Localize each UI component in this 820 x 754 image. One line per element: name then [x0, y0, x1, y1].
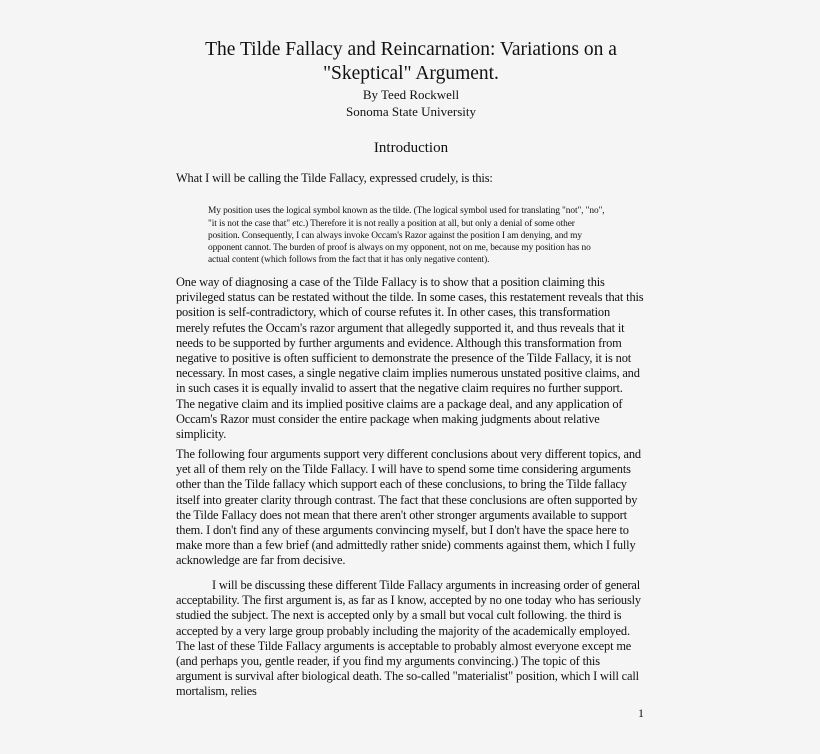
paragraph-3-text: I will be discussing these different Tilde Fallacy arguments in increasing order of general acceptability. The first argument is, as far as I know, accepted by no one today who has seriously studied the subject. The next is accepted only by a small but vocal cult following. the third is accepted by a very large group probably including the majority of the academically employed. The last of these Tilde Fallacy arguments is acceptable to probably almost everyone except me (and perhaps you, gentle reader, if you find my arguments convincing.) The topic of this argument is survival after biological death. The so-called "materialist" position, which I will call mortalism, relies [176, 578, 641, 699]
block-quote: My position uses the logical symbol known as the tilde. (The logical symbol used for translating "not", "no", "it is not the case that" etc.) Therefore it is not really a position at all, but only a denial of some other position. Consequently, I can always invoke Occam's Razor against the position I am denying, and my opponent cannot. The burden of proof is always on my opponent, not on me, because my position has no actual content (which follows from the fact that it has only negative content). [208, 206, 605, 266]
section-heading-introduction: Introduction [373, 140, 449, 156]
author-byline: By Teed Rockwell [362, 87, 460, 102]
author-affiliation: Sonoma State University [346, 104, 476, 119]
title-line-1: The Tilde Fallacy and Reincarnation: Variations on a [205, 39, 617, 60]
paragraph-2: The following four arguments support very different conclusions about very different topics, and yet all of them rely on the Tilde Fallacy. I will have to spend some time considering arguments other than the Tilde fallacy which support each of these conclusions, to bring the Tilde fallacy itself into greater clarity through contrast. The fact that these conclusions are often supported by the Tilde Fallacy does not mean that there aren't other stronger arguments available to support them. I don't find any of these arguments convincing myself, but I don't have the space here to make more than a few brief (and admittedly rather snide) comments against them, which I fully acknowledge are far from decisive. [176, 447, 641, 568]
title-line-2: "Skeptical" Argument. [323, 63, 499, 84]
page-number: 1 [638, 706, 644, 720]
document-title [176, 38, 646, 86]
paragraph-1: One way of diagnosing a case of the Tilde Fallacy is to show that a position claiming this privileged status can be restated without the tilde. In some cases, this restatement reveals that this position is self-contradictory, which of course refutes it. In other cases, this transformation merely refutes the Occam's razor argument that allegedly supported it, and thus reveals that it needs to be supported by further arguments and evidence. Although this transformation from negative to positive is often sufficient to demonstrate the presence of the Tilde Fallacy, it is not necessary. In most cases, a single negative claim implies numerous unstated positive claims, and in such cases it is equally invalid to assert that the negative claim requires no further support. The negative claim and its implied positive claims are a package deal, and any application of Occam's Razor must consider the entire package when making judgments about relative simplicity. [176, 275, 644, 442]
paragraph-3 [176, 578, 644, 700]
intro-sentence: What I will be calling the Tilde Fallacy, expressed crudely, is this: [176, 171, 493, 185]
document-page [176, 38, 646, 699]
